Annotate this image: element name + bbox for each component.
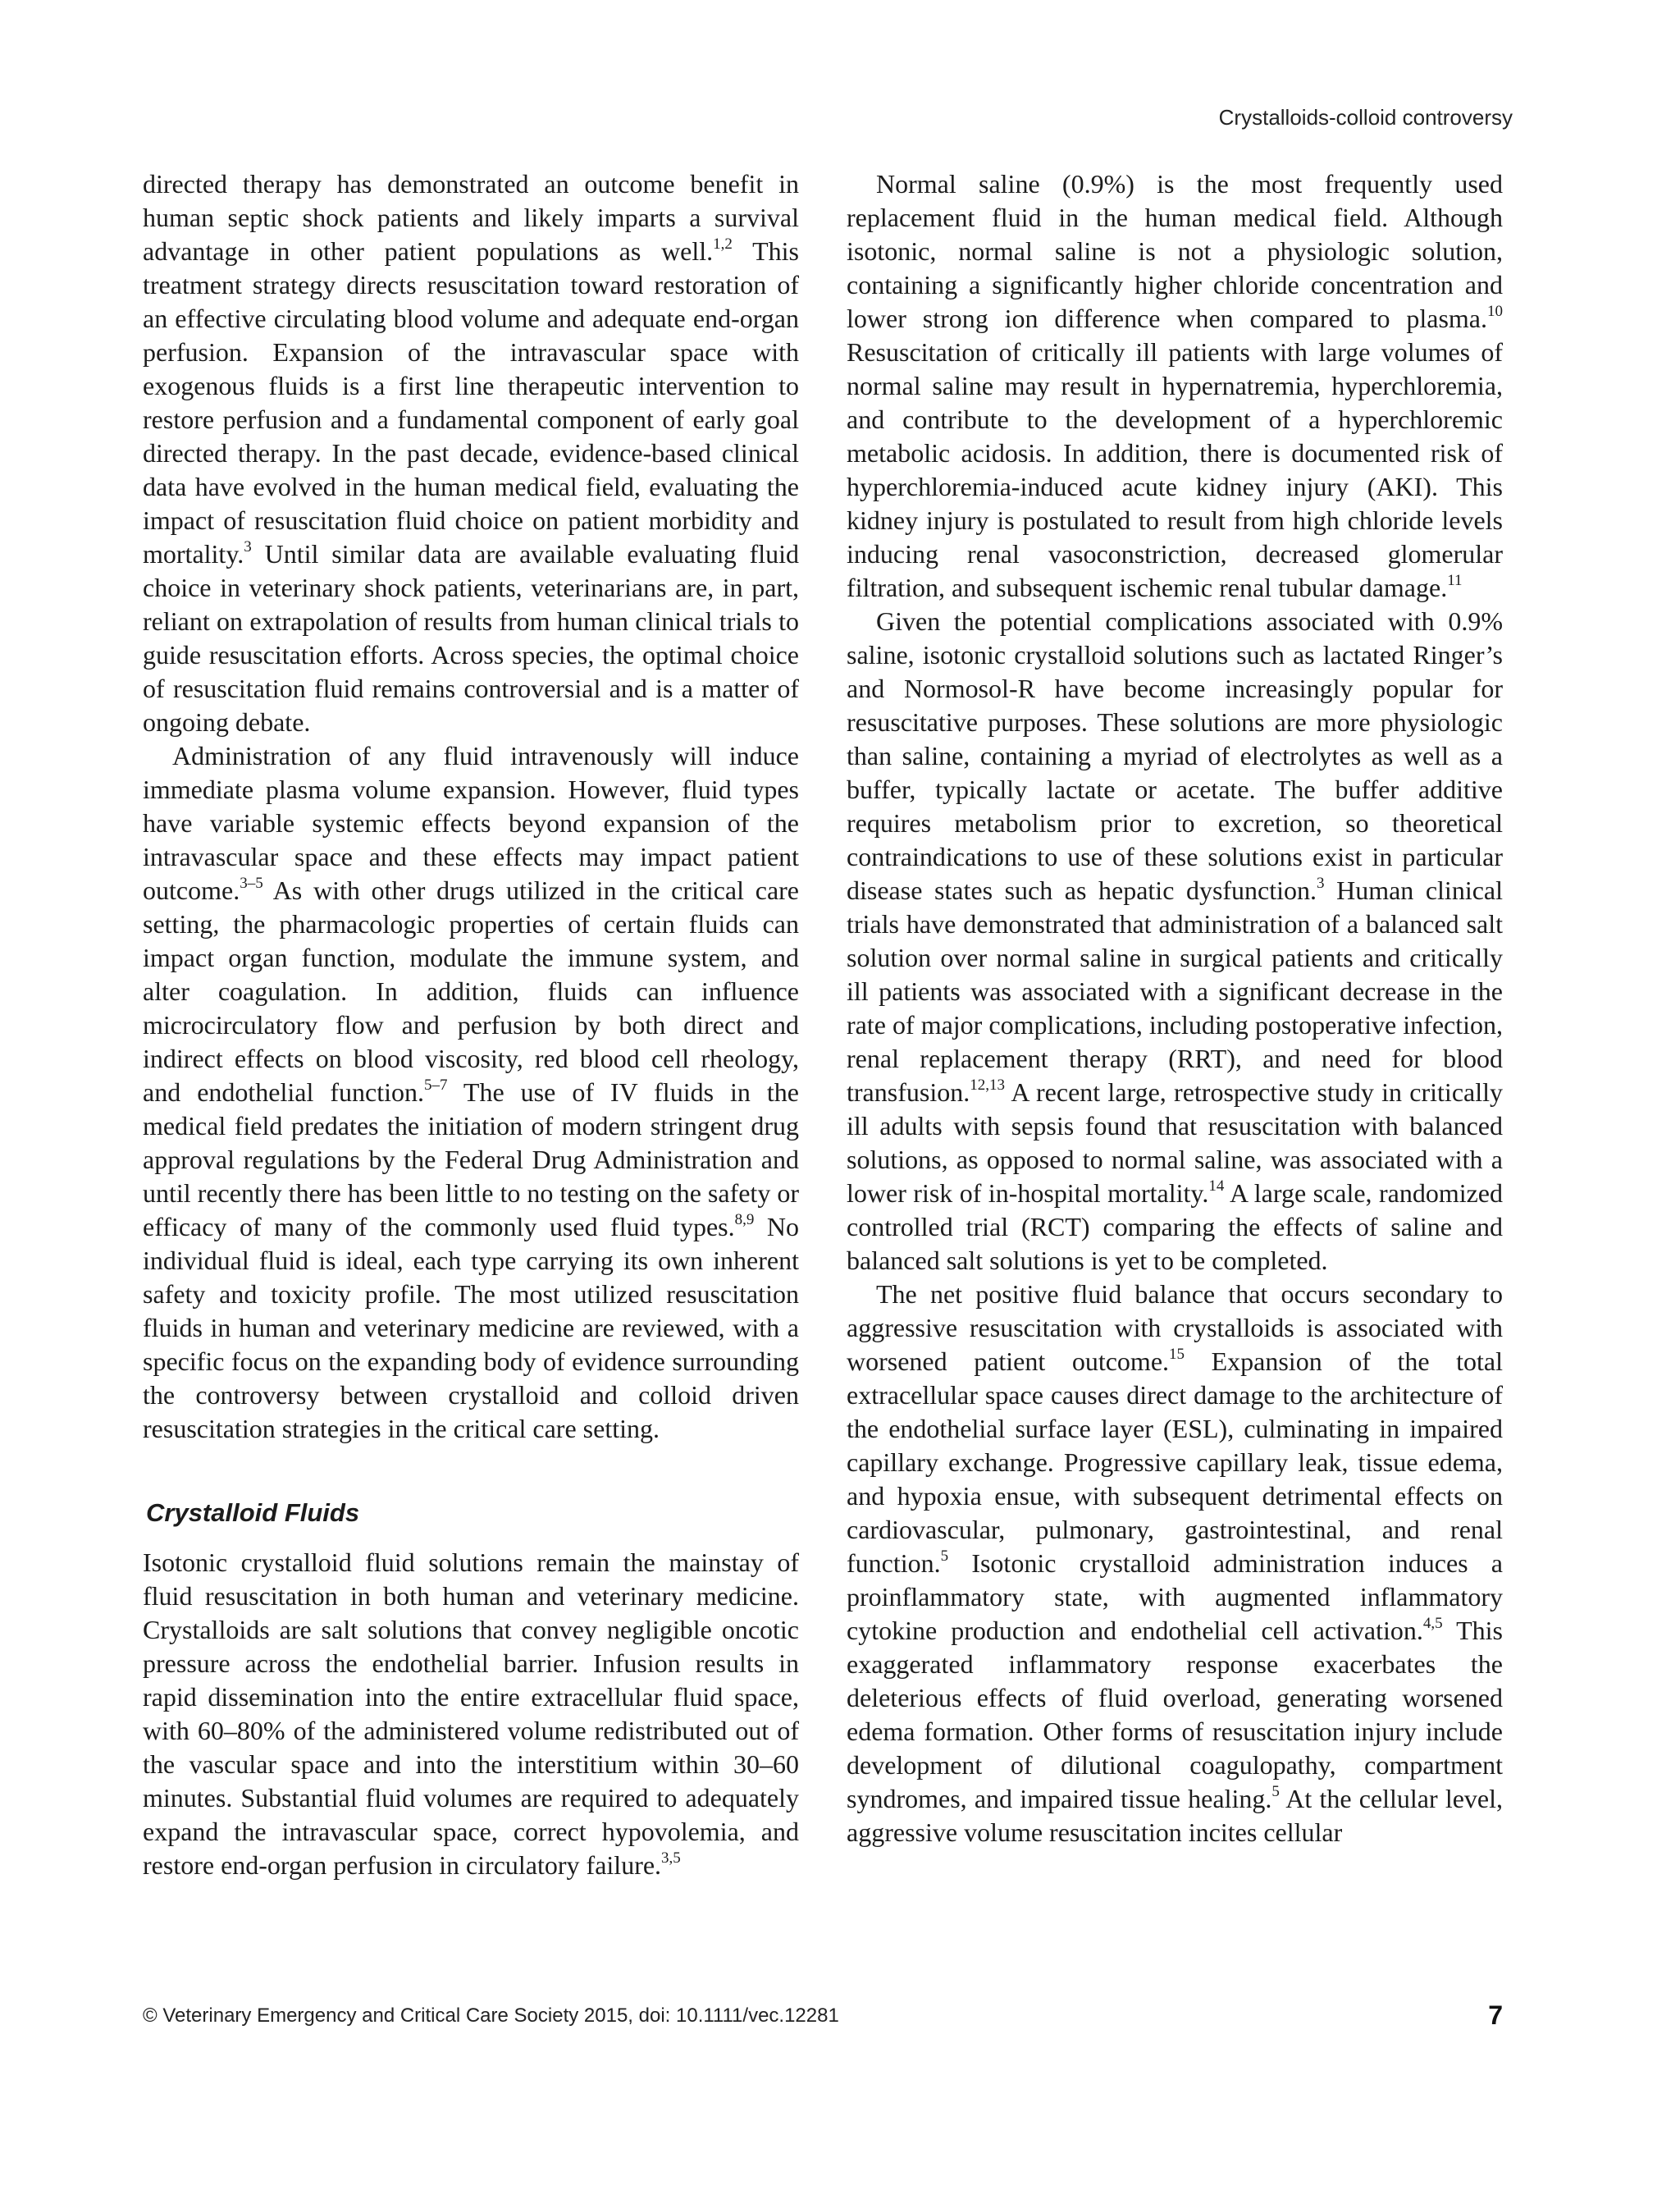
citation: 4,5 [1422, 1615, 1443, 1632]
citation: 10 [1487, 303, 1503, 320]
paragraph-right-2: Given the potential complications associated with 0.9% saline, isotonic crystalloid solutions such as lactated Ringer’s and Normosol-R have become increasingly popular for resuscitative purposes. These solutions are more physiologic than saline, containing a myriad of electrolytes as well as a buffer, typically lactate or acetate. The buffer additive requires metabolism prior to excretion, so theoretical contraindications to use of these solutions exist in particular disease states such as hepatic dysfunction.$^3$ Human clinical trials have demonstrated that administration of a balanced salt solution over normal saline in surgical patients and critically ill patients was associated with a significant decrease in the rate of major complications, including postoperative infection, renal replacement therapy (RRT), and need for blood transfusion.$^{12,13}$ A recent large, retrospective study in critically ill adults with sepsis found that resuscitation with balanced solutions, as opposed to normal saline, was associated with a lower risk of in-hospital mortality.$^{14}$ A large scale, randomized controlled trial (RCT) comparing the effects of saline and balanced salt solutions is yet to be completed. [847, 606, 1504, 1275]
citation: 5 [940, 1547, 949, 1565]
citation: 3 [1317, 875, 1325, 892]
paragraph-left-2: Administration of any fluid intravenously will induce immediate plasma volume expansion. However, fluid types have variable systemic effects beyond expansion of the intravascular space and these effects may impact patient outcome.$^{3-5}$ As with other drugs utilized in the critical care setting, the pharmacologic properties of certain fluids can impact organ function, modulate the immune system, and alter coagulation. In addition, fluids can influence microcirculatory flow and perfusion by both direct and indirect effects on blood viscosity, red blood cell rheology, and endothelial function.$^{5-7}$ The use of IV fluids in the medical field predates the initiation of modern stringent drug approval regulations by the Federal Drug Administration and until recently there has been little to no testing on the safety or efficacy of many of the commonly used fluid types.$^{8,9}$ No individual fluid is ideal, each type carrying its own inherent safety and toxicity profile. The most utilized resuscitation fluids in human and veterinary medicine are reviewed, with a specific focus on the expanding body of evidence surrounding the controversy between crystalloid and colloid driven resuscitation strategies in the critical care setting. [143, 741, 800, 1443]
citation: 15 [1169, 1346, 1185, 1363]
footer-copyright: © Veterinary Emergency and Critical Care Society 2015, doi: 10.1111/vec.12281 [143, 2005, 839, 2027]
citation: 5 [1271, 1783, 1280, 1800]
citation: 5–7 [424, 1077, 448, 1094]
citation: 3,5 [661, 1849, 681, 1867]
citation: 11 [1447, 572, 1463, 589]
left-column [143, 167, 799, 1882]
citation: 8,9 [734, 1211, 755, 1228]
paragraph-right-3: The net positive fluid balance that occurs secondary to aggressive resuscitation with crystalloids is associated with worsened patient outcome.$^{15}$ Expansion of the total extracellular space causes direct damage to the architecture of the endothelial surface layer (ESL), culminating in impaired capillary exchange. Progressive capillary leak, tissue edema, and hypoxia ensue, with subsequent detrimental effects on cardiovascular, pulmonary, gastrointestinal, and renal function.$^5$ Isotonic crystalloid administration induces a proinflammatory state, with augmented inflammatory cytokine production and endothelial cell activation.$^{4,5}$ This exaggerated inflammatory response exacerbates the deleterious effects of fluid overload, generating worsened edema formation. Other forms of resuscitation injury include development of dilutional coagulopathy, compartment syndromes, and impaired tissue healing.$^5$ At the cellular level, aggressive volume resuscitation incites cellular [847, 1279, 1504, 1847]
paragraph-right-1: Normal saline (0.9%) is the most frequently used replacement fluid in the human medical field. Although isotonic, normal saline is not a physiologic solution, containing a significantly higher chloride concentration and lower strong ion difference when compared to plasma.$^{10}$ Resuscitation of critically ill patients with large volumes of normal saline may result in hypernatremia, hyperchloremia, and contribute to the development of a hyperchloremic metabolic acidosis. In addition, there is documented risk of hyperchloremia-induced acute kidney injury (AKI). This kidney injury is postulated to result from high chloride levels inducing renal vasoconstriction, decreased glomerular filtration, and subsequent ischemic renal tubular damage.$^{11}$ [847, 169, 1503, 602]
citation: 14 [1208, 1177, 1225, 1195]
right-column [847, 167, 1503, 1849]
citation: 12,13 [970, 1077, 1005, 1094]
paragraph-left-3: Isotonic crystalloid fluid solutions remain the mainstay of fluid resuscitation in both human and veterinary medicine. Crystalloids are salt solutions that convey negligible oncotic pressure across the endothelial barrier. Infusion results in rapid dissemination into the entire extracellular fluid space, with 60–80% of the administered volume redistributed out of the vascular space and into the interstitium within 30–60 minutes. Substantial fluid volumes are required to adequately expand the intravascular space, correct hypovolemia, and restore end-organ perfusion in circulatory failure.$^{3,5}$ [143, 1547, 799, 1880]
citation: 1,2 [713, 235, 733, 253]
running-head: Crystalloids-colloid controversy [1218, 105, 1513, 130]
paragraph-left-1: directed therapy has demonstrated an outcome benefit in human septic shock patients and likely imparts a survival advantage in other patient populations as well.$^{1,2}$ This treatment strategy directs resuscitation toward restoration of an effective circulating blood volume and adequate end-organ perfusion. Expansion of the intravascular space with exogenous fluids is a first line therapeutic intervention to restore perfusion and a fundamental component of early goal directed therapy. In the past decade, evidence-based clinical data have evolved in the human medical field, evaluating the impact of resuscitation fluid choice on patient morbidity and mortality.$^3$ Until similar data are available evaluating fluid choice in veterinary shock patients, veterinarians are, in part, reliant on extrapolation of results from human clinical trials to guide resuscitation efforts. Across species, the optimal choice of resuscitation fluid remains controversial and is a matter of ongoing debate. [143, 169, 800, 737]
page-number: 7 [1488, 2000, 1503, 2030]
section-heading-crystalloid-fluids: Crystalloid Fluids [146, 1498, 360, 1527]
citation: 3–5 [240, 875, 263, 892]
citation: 3 [244, 538, 252, 555]
